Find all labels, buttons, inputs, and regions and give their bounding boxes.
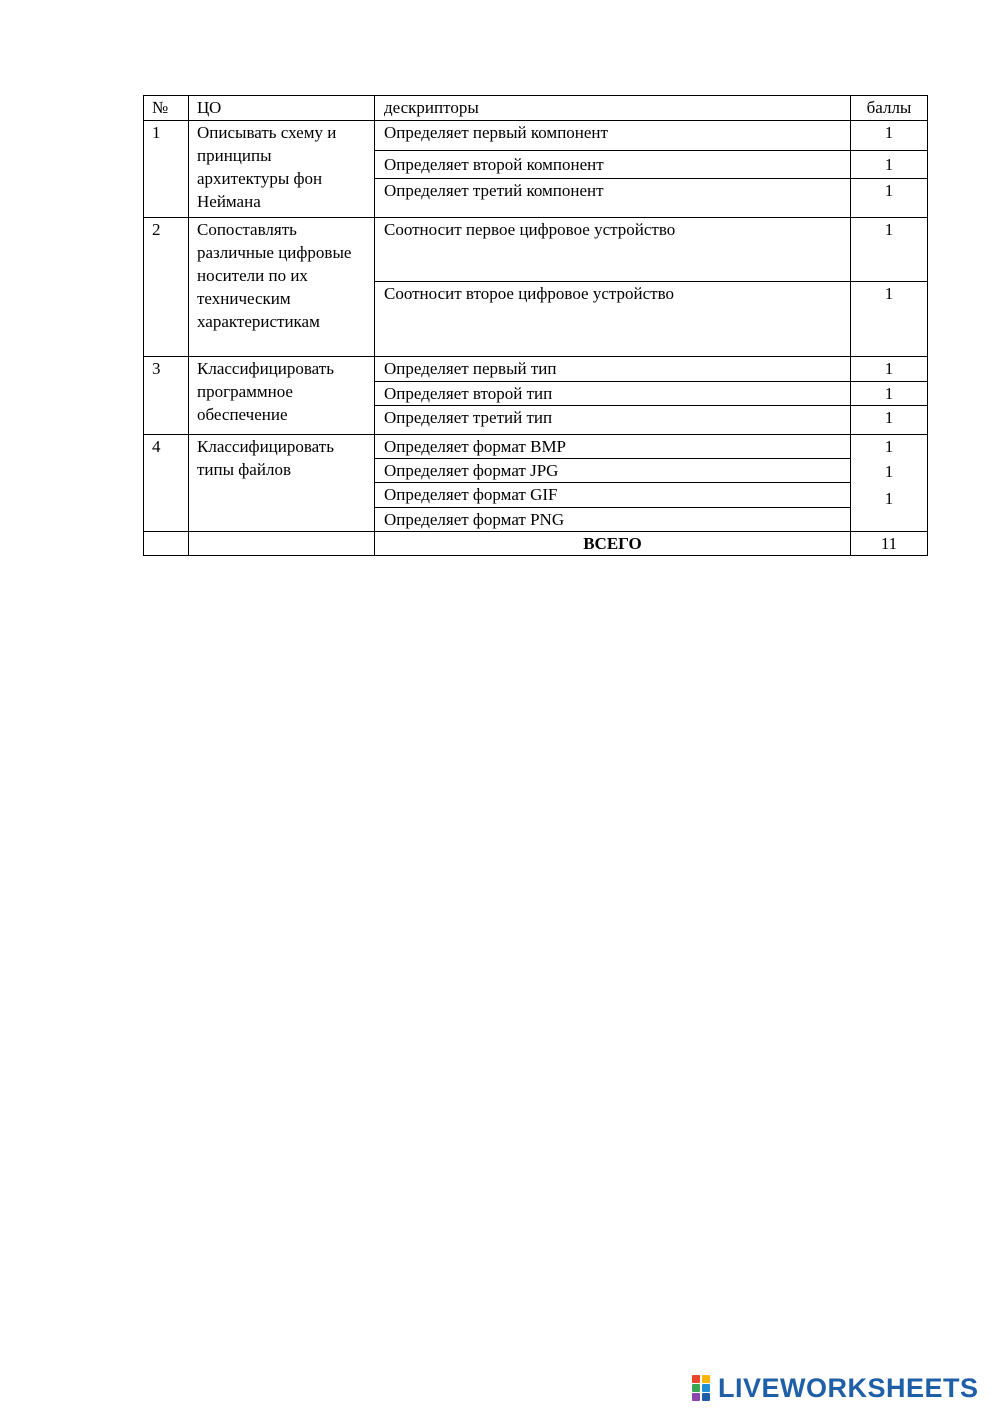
descriptor-cell: Соотносит первое цифровое устройство [375, 218, 851, 282]
merged-score-cell [851, 435, 928, 532]
total-row [144, 532, 928, 556]
header-score: баллы [851, 96, 928, 121]
descriptor-cell: Определяет первый компонент [375, 121, 851, 151]
descriptor-cell: Определяет второй тип [375, 382, 851, 406]
total-label: ВСЕГО [375, 532, 851, 556]
group-co: Описывать схему и принципы архитектуры фон Неймана [189, 121, 375, 218]
group-num: 3 [144, 357, 189, 435]
total-score: 11 [851, 532, 928, 556]
score-cell: 1 [851, 357, 928, 382]
table-header-row [144, 96, 928, 121]
header-descriptors: дескрипторы [375, 96, 851, 121]
liveworksheets-logo [692, 1371, 979, 1405]
descriptor-cell: Определяет формат BMP [375, 435, 851, 459]
table-row [144, 121, 928, 151]
group-num: 1 [144, 121, 189, 218]
score-value: 1 [884, 489, 894, 508]
table-row [144, 218, 928, 282]
score-cell: 1 [851, 282, 928, 357]
total-empty-num [144, 532, 189, 556]
descriptor-cell: Определяет третий компонент [375, 179, 851, 218]
score-value: 1 [884, 437, 894, 456]
group-num: 4 [144, 435, 189, 532]
liveworksheets-logo-icon [692, 1375, 714, 1401]
table-row [144, 435, 928, 459]
score-cell: 1 [851, 406, 928, 435]
score-cell: 1 [851, 179, 928, 218]
descriptor-cell: Определяет формат JPG [375, 459, 851, 483]
score-cell: 1 [851, 382, 928, 406]
group-num: 2 [144, 218, 189, 357]
descriptor-cell: Определяет формат GIF [375, 483, 851, 508]
score-value: 1 [884, 462, 894, 481]
group-co: Классифицировать типы файлов [189, 435, 375, 532]
descriptor-cell: Определяет третий тип [375, 406, 851, 435]
logo-text: LIVEWORKSHEETS [718, 1372, 979, 1403]
descriptor-cell: Определяет второй компонент [375, 151, 851, 179]
score-cell: 1 [851, 151, 928, 179]
descriptor-cell: Определяет первый тип [375, 357, 851, 382]
descriptor-cell: Соотносит второе цифровое устройство [375, 282, 851, 357]
score-cell: 1 [851, 121, 928, 151]
total-empty-co [189, 532, 375, 556]
header-num: № [144, 96, 189, 121]
header-co: ЦО [189, 96, 375, 121]
group-co: Классифицировать программное обеспечение [189, 357, 375, 435]
table-row [144, 357, 928, 382]
assessment-table [143, 95, 928, 556]
score-cell: 1 [851, 218, 928, 282]
group-co: Сопоставлять различные цифровые носители по их техническим характеристикам [189, 218, 375, 357]
descriptor-cell: Определяет формат PNG [375, 508, 851, 532]
